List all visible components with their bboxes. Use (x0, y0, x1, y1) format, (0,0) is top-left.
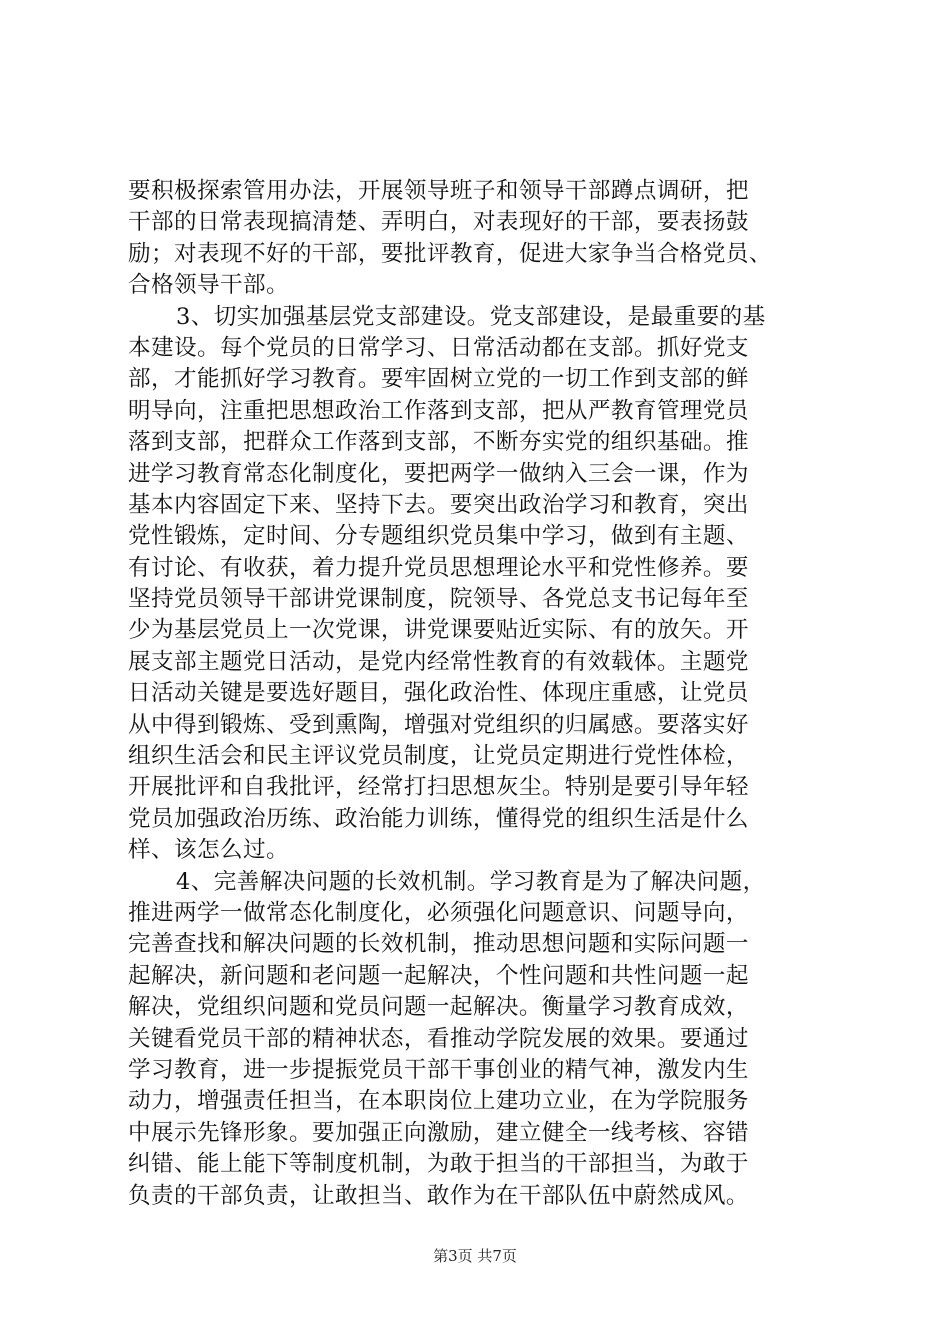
text-line: 动力，增强责任担当，在本职岗位上建功立业，在为学院服务 (128, 1088, 749, 1115)
text-line: 要积极探索管用办法，开展领导班子和领导干部蹲点调研，把 (128, 178, 749, 204)
text-line: 负责的干部负责，让敢担当、敢作为在干部队伍中蔚然成风。 (128, 1182, 749, 1209)
text-line: 样、该怎么过。 (128, 837, 289, 864)
text-line: 完善查找和解决问题的长效机制，推动思想问题和实际问题一 (128, 931, 749, 958)
text-line: 关键看党员干部的精神状态，看推动学院发展的效果。要通过 (128, 1025, 749, 1052)
text-line: 纠错、能上能下等制度机制，为敢于担当的干部担当，为敢于 (128, 1151, 749, 1178)
text-line: 明导向，注重把思想政治工作落到支部，把从严教育管理党员 (128, 397, 749, 424)
text-line: 日活动关键是要选好题目，强化政治性、体现庄重感，让党员 (128, 680, 749, 707)
text-line: 推进两学一做常态化制度化，必须强化问题意识、问题导向， (128, 899, 749, 926)
text-line: 党性锻炼，定时间、分专题组织党员集中学习，做到有主题、 (128, 523, 749, 550)
text-line: 中展示先锋形象。要加强正向激励，建立健全一线考核、容错 (128, 1119, 749, 1146)
text-line: 落到支部，把群众工作落到支部，不断夯实党的组织基础。推 (128, 429, 749, 456)
text-line: 基本内容固定下来、坚持下去。要突出政治学习和教育，突出 (128, 491, 749, 518)
text-line: 学习教育，进一步提振党员干部干事创业的精气神，激发内生 (128, 1056, 749, 1083)
page-number-footer: 第3页 共7页 (433, 1247, 517, 1265)
text-line: 开展批评和自我批评，经常打扫思想灰尘。特别是要引导年轻 (128, 774, 749, 801)
text-line: 坚持党员领导干部讲党课制度，院领导、各党总支书记每年至 (128, 586, 749, 613)
text-line: 合格领导干部。 (128, 272, 289, 299)
text-line: 从中得到锻炼、受到熏陶，增强对党组织的归属感。要落实好 (128, 711, 749, 738)
text-line: 展支部主题党日活动，是党内经常性教育的有效载体。主题党 (128, 648, 749, 675)
document-body (128, 176, 848, 1212)
text-line: 进学习教育常态化制度化，要把两学一做纳入三会一课，作为 (128, 460, 749, 487)
text-line: 少为基层党员上一次党课，讲党课要贴近实际、有的放矢。开 (128, 617, 749, 644)
text-line: 部，才能抓好学习教育。要牢固树立党的一切工作到支部的鲜 (128, 366, 749, 393)
text-line: 起解决，新问题和老问题一起解决，个性问题和共性问题一起 (128, 962, 749, 989)
text-line: 有讨论、有收获，着力提升党员思想理论水平和党性修养。要 (128, 554, 749, 581)
text-line: 4、完善解决问题的长效机制。学习教育是为了解决问题， (176, 868, 766, 895)
text-line: 3、切实加强基层党支部建设。党支部建设，是最重要的基 (176, 303, 766, 330)
text-line: 本建设。每个党员的日常学习、日常活动都在支部。抓好党支 (128, 334, 749, 361)
text-line: 组织生活会和民主评议党员制度，让党员定期进行党性体检， (128, 743, 749, 770)
text-line: 励；对表现不好的干部，要批评教育，促进大家争当合格党员、 (128, 240, 772, 267)
text-line: 党员加强政治历练、政治能力训练，懂得党的组织生活是什么 (128, 805, 749, 832)
text-line: 解决，党组织问题和党员问题一起解决。衡量学习教育成效， (128, 994, 749, 1021)
text-line: 干部的日常表现搞清楚、弄明白，对表现好的干部，要表扬鼓 (128, 209, 749, 236)
